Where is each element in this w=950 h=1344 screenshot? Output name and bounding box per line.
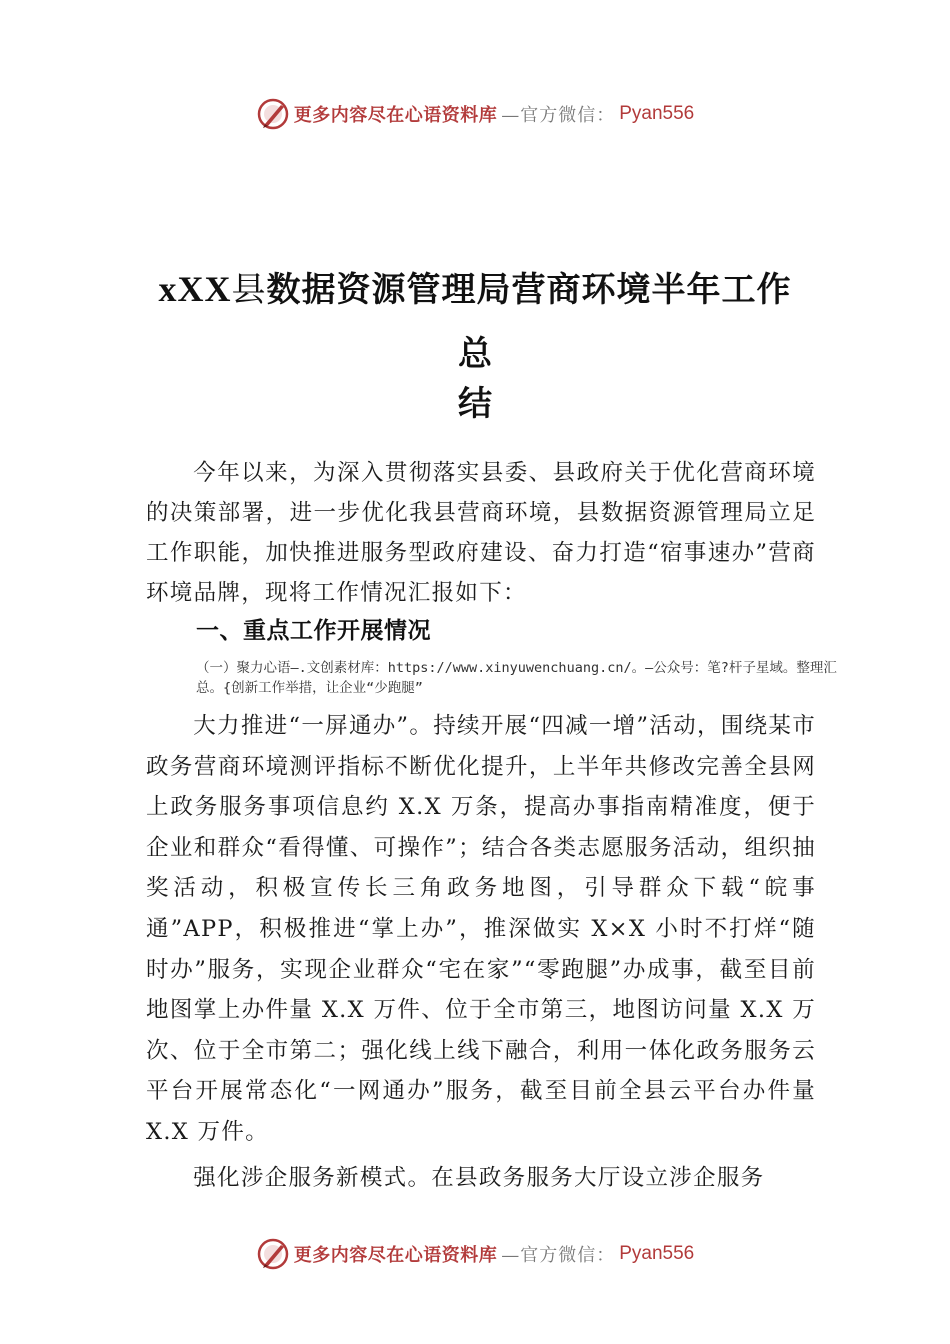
document-title-line2: 总 (458, 334, 492, 374)
title-county: 县 (231, 270, 267, 310)
pen-logo-icon (256, 97, 290, 131)
footer-watermark-banner (0, 1234, 950, 1274)
banner-label-text: —官方微信： (501, 105, 616, 126)
body-paragraph-block-1 (146, 706, 816, 1153)
document-title-line3: 结 (458, 384, 492, 424)
body-paragraph-1: 大力推进“一屏通办”。持续开展“四减一增”活动，围绕某市政务营商环境测评指标不断优化提升，上半年共修改完善全县网上政务服务事项信息约 X.X 万条，提高办事指南精准度，便于企业和群众“看得懂、可操作”；结合各类志愿服务活动，组织抽奖活动，积极宣传长三角政务地图，引导群众下载“皖事通”APP，积极推进“掌上办”，推深做实 X×X 小时不打烊“随时办”服务，实现企业群众“宅在家”“零跑腿”办成事，截至目前地图掌上办件量 X.X 万件、位于全市第三，地图访问量 X.X 万次、位于全市第二；强化线上线下融合，利用一体化政务服务云平台开展常态化“一网通办”服务，截至目前全县云平台办件量 X.X 万件。 (146, 713, 816, 1145)
banner-brand-text: 更多内容尽在心语资料库 (293, 1245, 498, 1266)
title-main: 数据资源管理局营商环境半年工作 (266, 270, 792, 310)
inserted-note: （一）聚力心语—.文创素材库：https://www.xinyuwenchuang.cn/。—公众号：笔?杆子星域。整理汇总。{创新工作举措，让企业“少跑腿” (196, 660, 837, 696)
body-paragraph-block-2 (146, 1158, 816, 1198)
section-heading: 一、重点工作开展情况 (196, 618, 431, 644)
pen-logo-icon (256, 1237, 290, 1271)
banner-label-text: —官方微信： (501, 1245, 616, 1266)
header-watermark-banner (0, 94, 950, 134)
intro-paragraph-block (146, 453, 816, 613)
document-title (0, 262, 950, 311)
body-paragraph-2: 强化涉企服务新模式。在县政务服务大厅设立涉企服务 (193, 1165, 765, 1191)
title-prefix: xXX (158, 269, 232, 309)
banner-brand-text: 更多内容尽在心语资料库 (293, 105, 498, 126)
banner-wechat-id: Pyan556 (619, 1243, 695, 1264)
banner-wechat-id: Pyan556 (619, 103, 695, 124)
intro-paragraph: 今年以来，为深入贯彻落实县委、县政府关于优化营商环境的决策部署，进一步优化我县营商环境，县数据资源管理局立足工作职能，加快推进服务型政府建设、奋力打造“宿事速办”营商环境品牌，现将工作情况汇报如下： (146, 460, 816, 606)
